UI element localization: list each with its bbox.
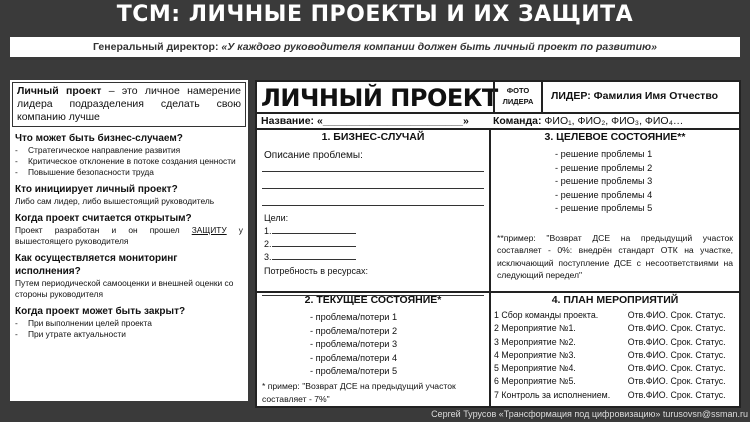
goal-number: 2. [264,239,272,249]
table-row [494,349,736,362]
plan-status: Отв.ФИО. Срок. Статус. [627,336,726,347]
business-case-section [257,130,489,291]
action-plan-table [494,309,736,402]
faq-answer-3-underlined: ЗАЩИТУ [191,225,227,235]
faq-list-1 [15,145,243,178]
plan-status: Отв.ФИО. Срок. Статус. [627,376,726,387]
faq-heading-4: Как осуществляется мониторинг исполнения? [15,253,178,277]
faq-answer-3-before: Проект разработан и он прошел [15,225,192,235]
quote-prefix: Генеральный директор: [93,41,222,53]
list-item: - Повышение безопасности труда [15,167,243,178]
table-row [494,322,736,335]
blank-line [272,225,356,234]
team-label-text: Команда: [493,115,542,127]
resources-label: Потребность в ресурсах: [264,266,368,276]
action-plan-heading: 4. ПЛАН МЕРОПРИЯТИЙ [551,294,679,306]
list-item: - проблема/потери 1 [310,312,398,322]
author-footer: Сергей Турусов «Трансформация под цифровизацию» turusovsn@ssman.ru [431,409,748,419]
faq-heading-5: Когда проект может быть закрыт? [15,306,186,317]
plan-item: 4 Мероприятие №3. [494,349,576,360]
quote-text: «У каждого руководителя компании должен быть личный проект по развитию» [221,41,657,53]
blank-line [262,178,484,189]
list-item: - Стратегическое направление развития [15,145,243,156]
target-example-note: **пример: "Возврат ДСЕ на предыдущий участок составляет - 0%: внедрён стандарт ОТК на участке, исключающий поступление ДСЕ с несоответствиями на следующий передел" [497,232,733,280]
leader-photo-placeholder [493,82,543,112]
list-item: - решение проблемы 3 [555,176,653,186]
blank-line [262,161,484,172]
list-item: - проблема/потери 3 [310,339,398,350]
blank-line [272,251,356,260]
name-team-row [257,114,739,130]
table-row [494,309,736,322]
goals-label: Цели: [264,213,289,223]
table-row [494,375,736,388]
list-item: - решение проблемы 5 [555,203,653,213]
leader-label: ЛИДЕР: Фамилия Имя Отчество [551,90,719,102]
definition-text: – это личное намерение лидера подразделения сделать свою компанию лучше [17,85,241,123]
plan-item: 6 Мероприятие №5. [494,376,576,387]
page-title: TCM: ЛИЧНЫЕ ПРОЕКТЫ И ИХ ЗАЩИТА [116,2,634,27]
faq-answer-3 [15,225,243,247]
current-state-section [257,293,489,406]
project-name-label: Название: «________________________» [261,115,469,127]
plan-status: Отв.ФИО. Срок. Статус. [627,363,726,374]
list-item: - При утрате актуальности [15,329,243,340]
list-item: - решение проблемы 2 [555,162,653,173]
plan-item: 1 Сбор команды проекта. [494,310,599,320]
photo-label-1: ФОТО [506,86,530,95]
blank-line [272,238,356,247]
goal-number: 1. [264,226,272,236]
faq-answer-2: Либо сам лидер, либо вышестоящий руководитель [15,196,215,206]
list-item: - Критическое отклонение в потоке создания ценности [15,156,243,167]
faq-list [10,132,248,340]
plan-status: Отв.ФИО. Срок. Статус. [627,389,726,400]
business-case-heading: 1. БИЗНЕС-СЛУЧАЙ [321,131,425,143]
team-members: ФИО₁, ФИО₂, ФИО₃, ФИО₄… [541,115,684,127]
faq-answer-3-after: у вышестоящего руководителя [15,225,243,246]
faq-list-5 [15,318,243,340]
goal-line [262,225,484,237]
plan-item: 7 Контроль за исполнением. [494,389,611,400]
faq-heading-3: Когда проект считается открытым? [15,213,192,224]
photo-label-2: ЛИДЕРА [502,97,534,106]
director-quote [10,37,740,57]
action-plan-section [491,293,739,406]
plan-item: 2 Мероприятие №1. [494,323,576,334]
faq-heading-2: Кто инициирует личный проект? [15,184,178,195]
plan-status: Отв.ФИО. Срок. Статус. [627,323,726,334]
blank-line [262,195,484,206]
list-item: - При выполнении целей проекта [15,318,243,329]
definition-term: Личный проект [17,85,102,97]
list-item: - проблема/потери 4 [310,352,398,363]
table-row [494,362,736,375]
target-state-heading: 3. ЦЕЛЕВОЕ СОСТОЯНИЕ** [544,131,686,143]
plan-status: Отв.ФИО. Срок. Статус. [627,349,726,360]
plan-status: Отв.ФИО. Срок. Статус. [627,310,726,320]
table-row [494,336,736,349]
card-title: ЛИЧНЫЙ ПРОЕКТ [261,84,498,112]
problem-label: Описание проблемы: [264,150,363,161]
list-item: - проблема/потери 5 [310,366,398,377]
current-example-note: * пример: "Возврат ДСЕ на предыдущий участок составляет - 7%" [262,380,456,404]
faq-answer-4: Путем периодической самооценки и внешней оценки со стороны руководителя [15,278,234,299]
list-item: - проблема/потери 2 [310,325,398,336]
plan-item: 5 Мероприятие №4. [494,363,576,374]
goal-line [262,251,484,263]
faq-panel [10,80,248,401]
team-label [493,115,683,127]
list-item: - решение проблемы 1 [555,149,653,159]
definition-box [12,82,246,127]
goal-number: 3. [264,252,272,262]
target-state-section [491,130,739,291]
list-item: - решение проблемы 4 [555,189,653,200]
current-state-heading: 2. ТЕКУЩЕЕ СОСТОЯНИЕ* [304,294,442,306]
faq-heading-1: Что может быть бизнес-случаем? [15,133,183,144]
plan-item: 3 Мероприятие №2. [494,336,576,347]
target-list [497,148,733,216]
table-row [494,389,736,402]
project-card [255,80,741,408]
card-header [257,82,739,114]
current-list [262,311,484,379]
goal-line [262,238,484,250]
